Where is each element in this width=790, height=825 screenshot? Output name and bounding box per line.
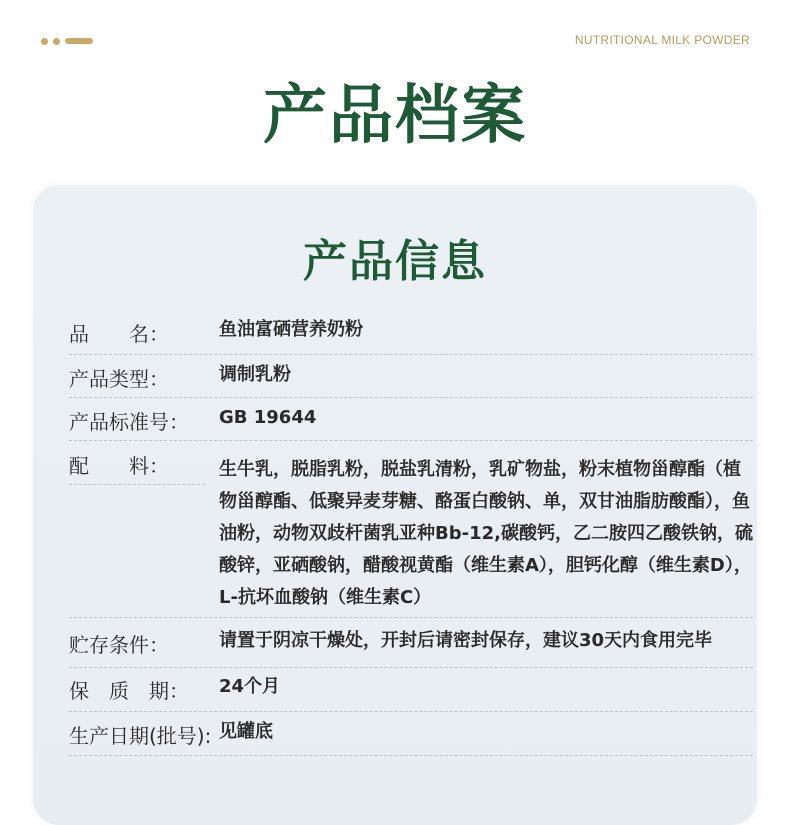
row-value: 生牛乳，脱脂乳粉，脱盐乳清粉，乳矿物盐，粉末植物甾醇酯（植物甾醇酯、低聚异麦芽糖、酪蛋白酸钠、单，双甘油脂肪酸酯），鱼油粉，动物双歧杆菌乳亚种Bb-12,碳酸钙，乙二胺四乙酸铁钠，硫酸锌，亚硒酸钠，醋酸视黄酯（维生素A），胆钙化醇（维生素D），L-抗坏血酸钠（维生素C） xyxy=(219,459,753,608)
row-value: GB 19644 xyxy=(219,407,317,428)
row-label: 保 质 期： xyxy=(69,679,189,703)
product-info-card xyxy=(33,185,757,825)
row-label: 生产日期(批号): xyxy=(69,724,212,748)
row-standard-number xyxy=(69,406,753,441)
row-product-name xyxy=(69,318,753,355)
row-production-date xyxy=(69,720,753,756)
row-ingredients xyxy=(69,450,753,618)
card-title: 产品信息 xyxy=(303,236,487,287)
row-value: 请置于阴凉干燥处，开封后请密封保存，建议30天内食用完毕 xyxy=(219,630,713,651)
row-value: 见罐底 xyxy=(219,721,273,742)
row-label: 产品类型： xyxy=(69,367,169,391)
tagline: NUTRITIONAL MILK POWDER xyxy=(574,33,750,47)
row-label: 配 料： xyxy=(69,454,169,478)
row-label: 贮存条件： xyxy=(69,633,169,657)
row-shelf-life xyxy=(69,675,753,712)
row-storage xyxy=(69,629,753,668)
page-title: 产品档案 xyxy=(263,79,527,153)
row-value: 鱼油富硒营养奶粉 xyxy=(219,319,363,340)
row-label: 品 名： xyxy=(69,322,169,346)
row-product-type xyxy=(69,363,753,398)
row-value: 24个月 xyxy=(219,676,281,697)
row-value: 调制乳粉 xyxy=(219,364,291,385)
row-label: 产品标准号： xyxy=(69,410,189,434)
decorative-dots-icon xyxy=(41,37,93,45)
